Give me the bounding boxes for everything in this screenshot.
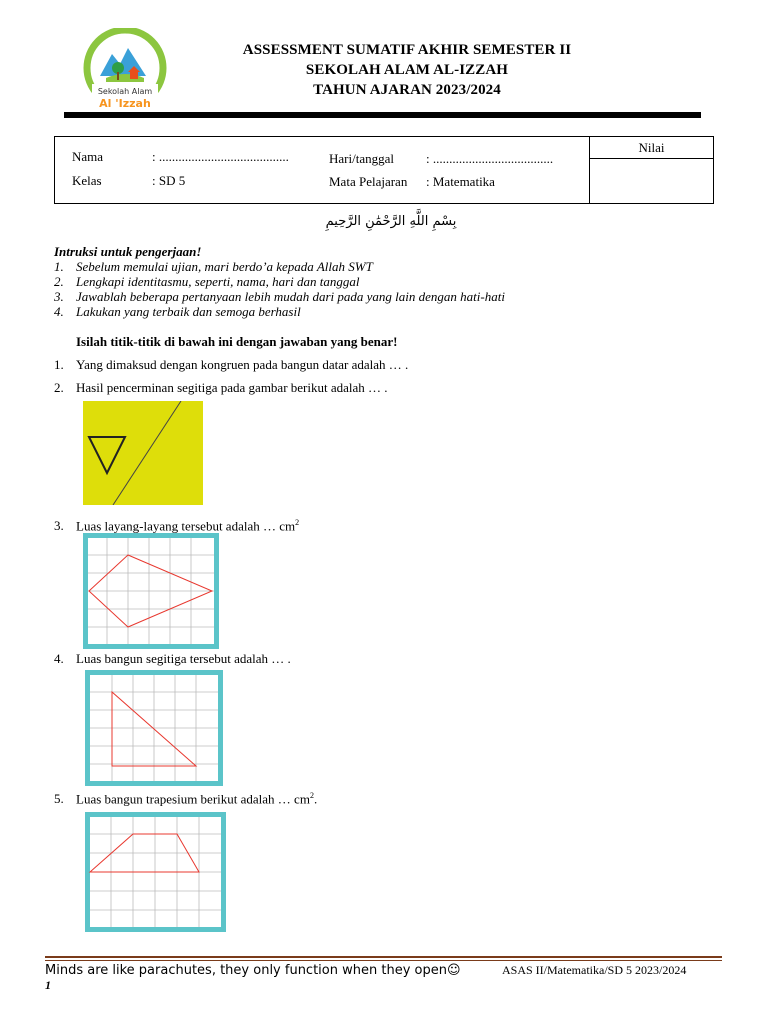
reflection-figure — [83, 401, 203, 505]
document-header — [180, 40, 634, 100]
header-divider — [64, 112, 701, 118]
date-field[interactable]: : ..................................... — [426, 151, 554, 166]
question-4: 4. Luas bangun segitiga tersebut adalah … . — [54, 651, 291, 666]
instructions-item: 3. Jawablah beberapa pertanyaan lebih mudah dari pada yang lain dengan hati-hati — [54, 289, 505, 304]
score-field[interactable] — [590, 159, 713, 203]
score-label: Nilai — [638, 140, 665, 155]
class-label: Kelas — [72, 173, 102, 188]
name-label: Nama — [72, 149, 104, 164]
question-2: 2. Hasil pencerminan segitiga pada gambar berikut adalah … . — [54, 380, 388, 395]
header-title: ASSESSMENT SUMATIF AKHIR SEMESTER II — [242, 42, 572, 58]
footer-motto: Minds are like parachutes, they only function when they open☺ — [45, 963, 461, 978]
school-logo — [82, 28, 168, 114]
class-value: : SD 5 — [152, 173, 186, 188]
kite-figure — [83, 533, 219, 649]
footer-rule — [45, 956, 722, 958]
subject-value: : Matematika — [426, 174, 495, 189]
triangle-figure — [85, 670, 223, 786]
question-5: 5. Luas bangun trapesium berikut adalah … $cm^2$. — [54, 791, 318, 807]
header-year: TAHUN AJARAN 2023/2024 — [313, 82, 501, 98]
instructions-item: 4. Lakukan yang terbaik dan semoga berhasil — [54, 304, 301, 319]
footer-rule-thin — [45, 960, 722, 961]
date-label: Hari/tanggal — [329, 151, 394, 166]
header-school: SEKOLAH ALAM AL-IZZAH — [305, 62, 509, 78]
instructions-item: 2. Lengkapi identitasmu, seperti, nama, hari dan tanggal — [54, 274, 360, 289]
footer-doc-id: ASAS II/Matematika/SD 5 2023/2024 — [502, 963, 687, 977]
basmala-calligraphy: بِسْمِ اللَّهِ الرَّحْمَٰنِ الرَّحِيمِ — [325, 214, 457, 229]
question-3: 3. Luas layang-layang tersebut adalah … $cm^2$ — [54, 518, 300, 534]
question-1: 1. Yang dimaksud dengan kongruen pada bangun datar adalah … . — [54, 357, 409, 372]
logo-school-label: Sekolah Alam — [97, 87, 153, 96]
logo-brand: Al 'Izzah — [99, 97, 151, 110]
instructions-title: Intruksi untuk pengerjaan! — [54, 244, 202, 259]
name-field[interactable]: : ........................................ — [152, 149, 289, 164]
page-number: 1 — [45, 978, 51, 992]
section-title: Isilah titik-titik di bawah ini dengan jawaban yang benar! — [76, 334, 398, 349]
trapezoid-figure — [85, 812, 226, 932]
subject-label: Mata Pelajaran — [329, 174, 408, 189]
instructions-item: 1. Sebelum memulai ujian, mari berdo’a kepada Allah SWT — [54, 259, 373, 274]
